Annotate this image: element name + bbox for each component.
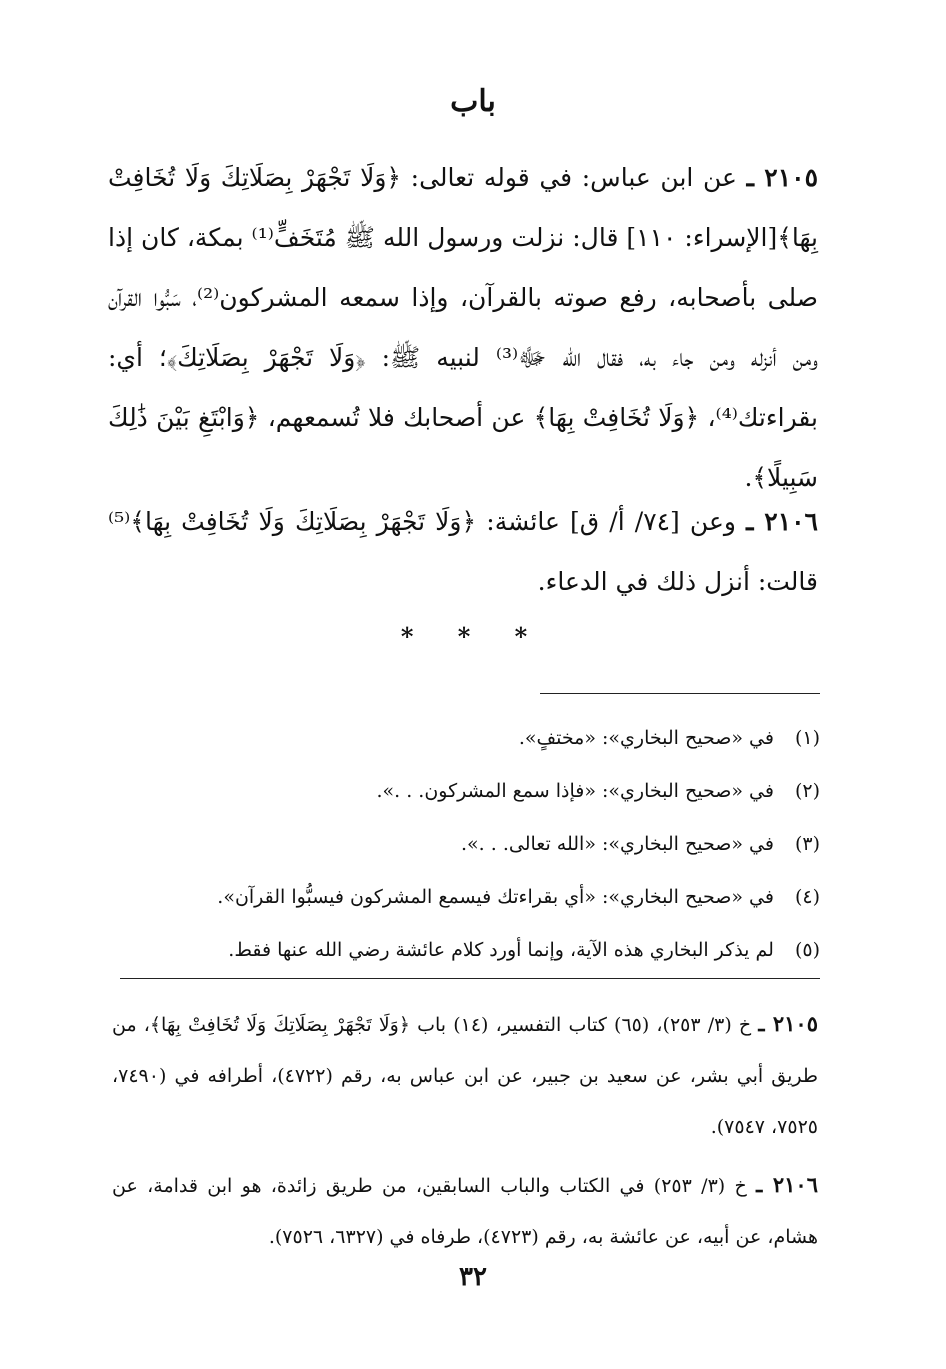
footnote-number: (٢) xyxy=(794,780,820,802)
reference-item xyxy=(112,1159,818,1263)
reference-text: خ (٣/ ٢٥٣) في الكتاب والباب السابقين، من طريق زائدة، هو ابن قدامة، عن هشام، عن أبيه، عن عائشة به، رقم (٤٧٢٣)، طرفاه في (٦٣٢٧، ٧٥٢٦). xyxy=(112,1175,818,1248)
hadith-number: ٢١٠٥ ـ xyxy=(746,163,818,192)
source-references xyxy=(112,998,818,1269)
hadith-number: ٢١٠٦ ـ xyxy=(746,507,818,536)
reference-item xyxy=(112,998,818,1153)
reference-text: خ (٣/ ٢٥٣)، (٦٥) كتاب التفسير، (١٤) باب ﴿وَلَا تَجْهَرْ بِصَلَاتِكَ وَلَا تُخَافِتْ بِهَا﴾، من طريق أبي بشر، عن سعيد بن جبير، عن ابن عباس به، رقم (٤٧٢٢)، أطرافه في (٧٤٩٠، ٧٥٢٥، ٧٥٤٧). xyxy=(112,1014,818,1138)
footnote-text: في «صحيح البخاري»: «أي بقراءتك فيسمع المشركون فيسبُّوا القرآن». xyxy=(217,886,774,908)
footnote-number: (٣) xyxy=(794,833,820,855)
footnote-text: في «صحيح البخاري»: «فإذا سمع المشركون. . .». xyxy=(376,780,774,802)
hadith-text: عن ابن عباس: في قوله تعالى: ﴿وَلَا تَجْهَرْ بِصَلَاتِكَ وَلَا تُخَافِتْ بِهَا﴾[الإسراء: ١١٠] قال: نزلت ورسول الله ﷺ مُتَخَفٍّ⁽¹⁾ بمكة، كان إذا صلى بأصحابه، رفع صوته بالقرآن، وإذا سمعه المشركون⁽²⁾، سَبُّوا القرآن ومن أنزله ومن جاء به، فقال الله ﷻ⁽³⁾ لنبيه ﷺ: ﴿وَلَا تَجْهَرْ بِصَلَاتِكَ﴾؛ أي: بقراءتك⁽⁴⁾، ﴿وَلَا تُخَافِتْ بِهَا﴾ عن أصحابك فلا تُسمعهم، ﴿وَابْتَغِ بَيْنَ ذَٰلِكَ سَبِيلًا﴾. xyxy=(108,163,818,492)
footnotes xyxy=(140,712,820,977)
footnote-text: في «صحيح البخاري»: «الله تعالى. . .». xyxy=(461,833,774,855)
footnote-divider xyxy=(540,693,820,694)
footnote-number: (٤) xyxy=(794,886,820,908)
footnote-text: لم يذكر البخاري هذه الآية، وإنما أورد كلام عائشة رضي الله عنها فقط. xyxy=(228,939,774,961)
page-number: ٣٢ xyxy=(459,1262,487,1292)
reference-number: ٢١٠٥ ـ xyxy=(758,1011,818,1036)
section-separator: * * * xyxy=(400,622,546,651)
page-title: باب xyxy=(450,84,496,119)
footnote-item xyxy=(140,871,820,924)
footnote-item xyxy=(140,924,820,977)
footnote-item xyxy=(140,818,820,871)
reference-number: ٢١٠٦ ـ xyxy=(756,1172,818,1197)
footnote-number: (٥) xyxy=(794,939,820,961)
footnote-text: في «صحيح البخاري»: «مختفٍ». xyxy=(518,727,774,749)
references-divider xyxy=(120,978,820,979)
footnote-item xyxy=(140,712,820,765)
hadith-text: وعن [٧٤/ أ/ ق] عائشة: ﴿وَلَا تَجْهَرْ بِصَلَاتِكَ وَلَا تُخَافِتْ بِهَا﴾⁽⁵⁾ قالت: أنزل ذلك في الدعاء. xyxy=(108,507,818,596)
hadith-2106 xyxy=(108,492,818,612)
hadith-2105 xyxy=(108,148,818,508)
footnote-item xyxy=(140,765,820,818)
footnote-number: (١) xyxy=(794,727,820,749)
